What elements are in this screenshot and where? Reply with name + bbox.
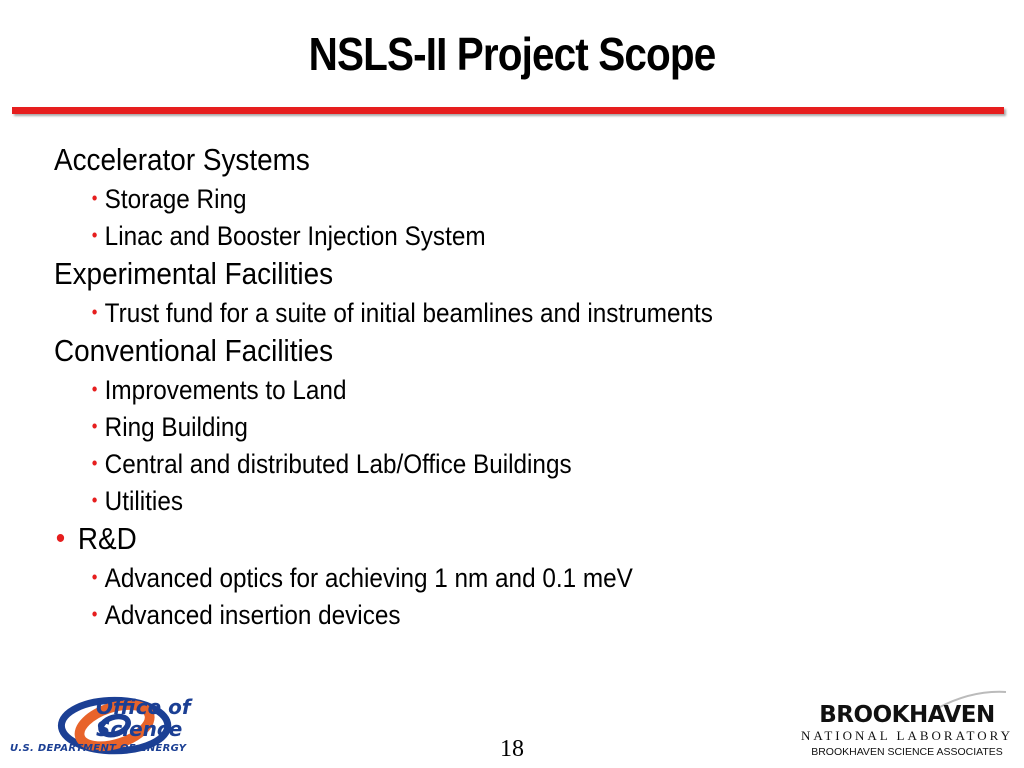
list-item [54,445,900,482]
list-item-text: Ring Building [104,411,248,442]
bullet-icon: • [91,566,98,587]
bullet-icon: • [91,187,98,208]
list-item-text: Storage Ring [104,183,247,214]
list-item [54,294,900,331]
list-item [54,482,900,519]
section-heading-text: Experimental Facilities [54,256,334,291]
section-heading-text: Conventional Facilities [54,333,334,368]
section-accelerator-systems [54,140,900,254]
bullet-icon: • [91,489,98,510]
section-r-and-d [54,519,900,633]
doe-logo-line2: Science [96,717,183,741]
doe-logo-line1: Office of [96,695,191,719]
doe-department-label: U.S. DEPARTMENT OF ENERGY [10,743,187,754]
list-item [54,217,900,254]
list-item [54,180,900,217]
brookhaven-logo-subtitle: NATIONAL LABORATORY [801,728,1013,743]
list-item [54,371,900,408]
bullet-icon: • [91,603,98,624]
list-item-text: Improvements to Land [104,374,347,405]
section-experimental-facilities [54,254,900,331]
list-item [54,559,900,596]
section-heading [54,254,900,294]
bullet-icon: • [55,522,66,555]
section-heading [54,140,900,180]
doe-logo-wordmark [96,696,191,740]
bullet-icon: • [91,301,98,322]
bullet-icon: • [91,224,98,245]
list-item [54,408,900,445]
section-heading-text: Accelerator Systems [54,142,310,177]
list-item [54,596,900,633]
list-item-text: Central and distributed Lab/Office Buildings [104,448,572,479]
brookhaven-logo-name: BROOKHAVEN [819,702,995,728]
slide-title: NSLS-II Project Scope [308,28,716,80]
page-number: 18 [500,736,524,762]
list-item-text: Utilities [104,485,183,516]
brookhaven-associates-label: BROOKHAVEN SCIENCE ASSOCIATES [811,746,1003,758]
list-item-text: Linac and Booster Injection System [104,220,486,251]
bullet-icon: • [91,415,98,436]
list-item-text: Advanced optics for achieving 1 nm and 0.1 meV [104,562,633,593]
section-heading-text: R&D [77,521,137,556]
section-heading [54,331,900,371]
slide-body [54,140,900,633]
bullet-icon: • [91,452,98,473]
section-heading [54,519,900,559]
list-item-text: Advanced insertion devices [104,599,401,630]
list-item-text: Trust fund for a suite of initial beamlines and instruments [104,297,713,328]
bullet-icon: • [91,378,98,399]
title-divider [12,107,1004,114]
section-conventional-facilities [54,331,900,519]
